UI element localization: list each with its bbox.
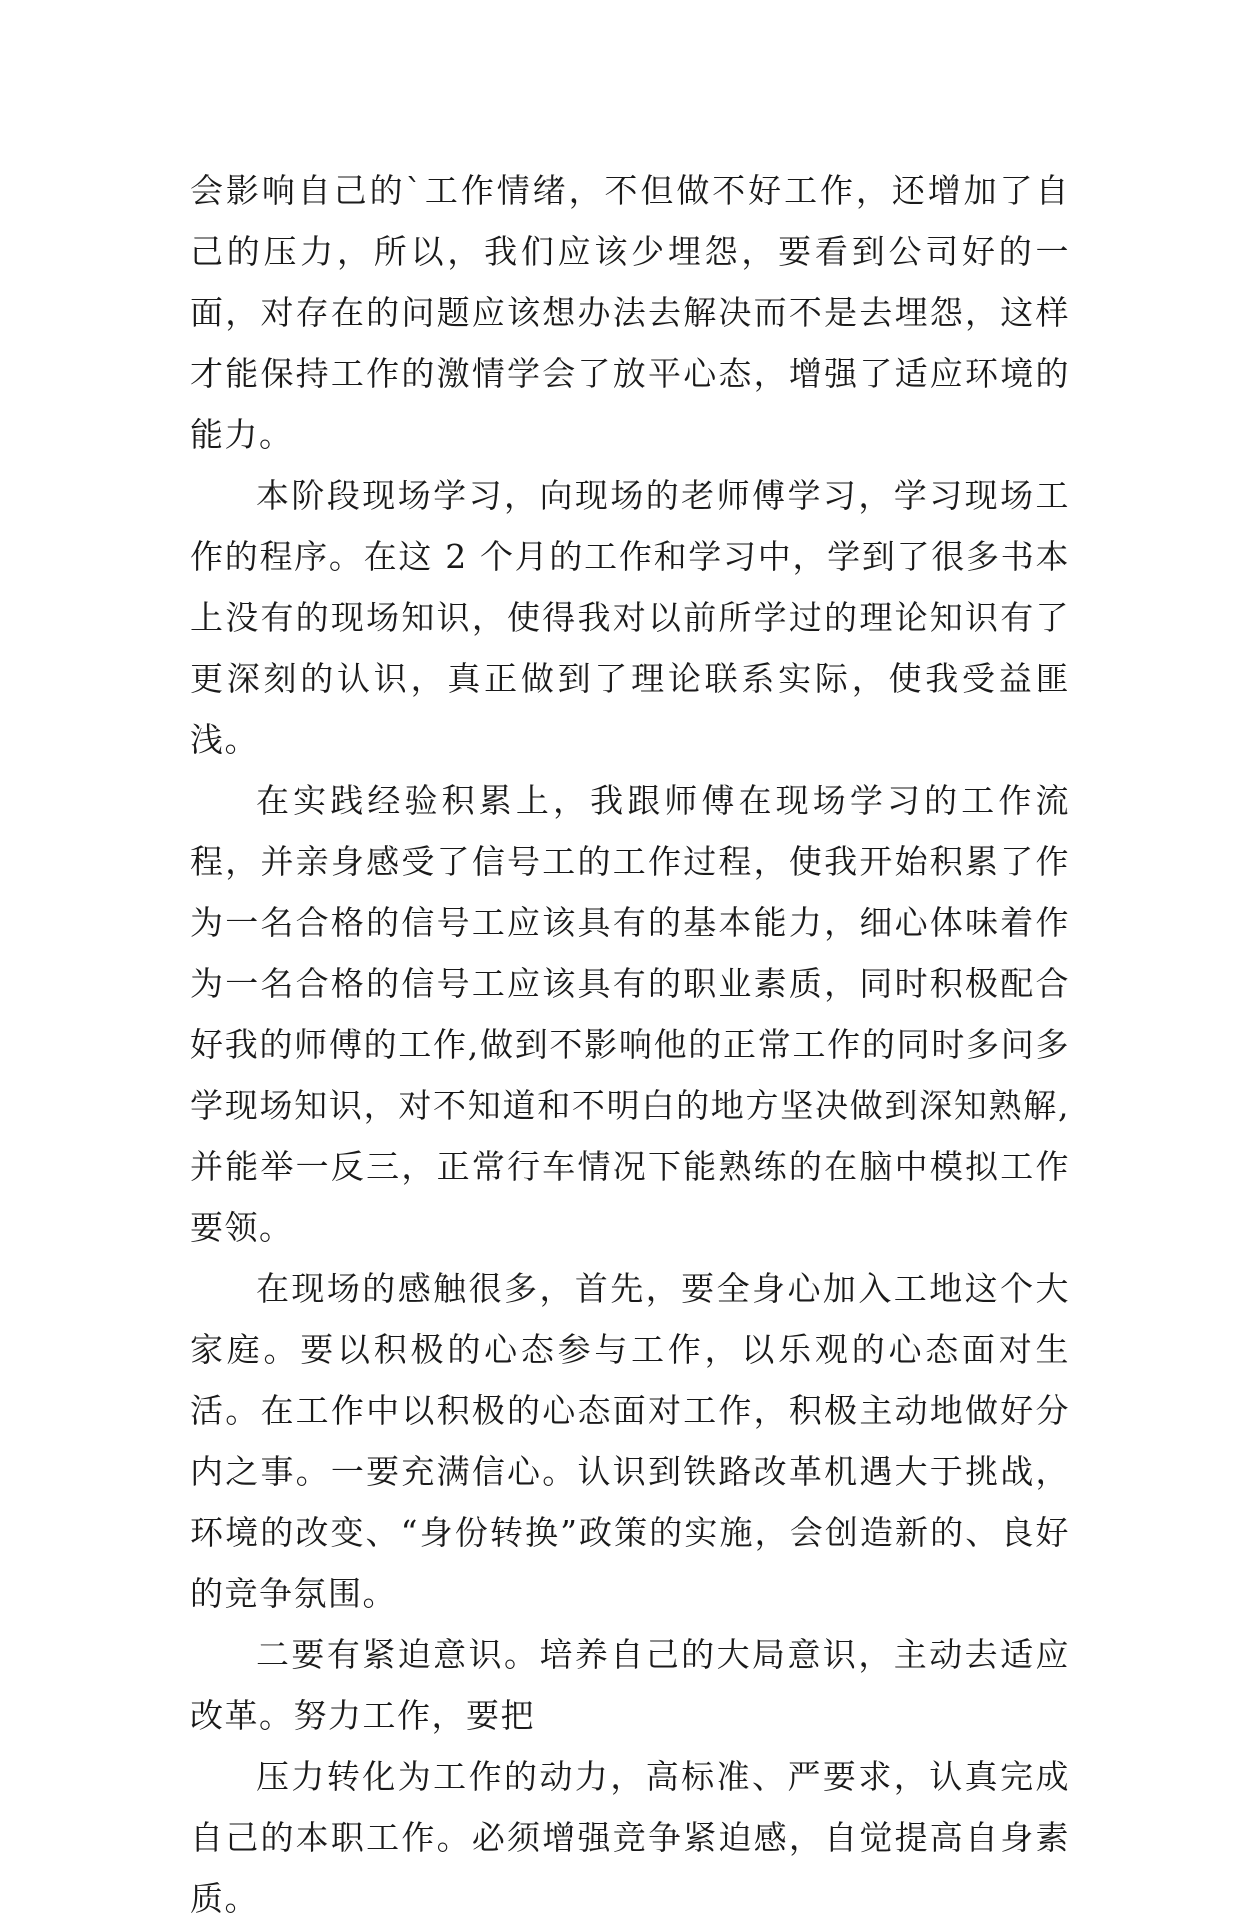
paragraph-5: 二要有紧迫意识。培养自己的大局意识，主动去适应改革。努力工作，要把 (190, 1635, 1070, 1735)
paragraph-1: 会影响自己的`工作情绪，不但做不好工作，还增加了自己的压力，所以，我们应该少埋怨，要看到公司好的一面，对存在的问题应该想办法去解决而不是去埋怨，这样才能保持工作的激情学会了放平心态，增强了适应环境的能力。 (190, 171, 1070, 454)
paragraph-6: 压力转化为工作的动力，高标准、严要求，认真完成自己的本职工作。必须增强竞争紧迫感，自觉提高自身素质。 (190, 1757, 1070, 1918)
document-body (190, 160, 1070, 1929)
paragraph-3: 在实践经验积累上，我跟师傅在现场学习的工作流程，并亲身感受了信号工的工作过程，使我开始积累了作为一名合格的信号工应该具有的基本能力，细心体味着作为一名合格的信号工应该具有的职业素质，同时积极配合好我的师傅的工作,做到不影响他的正常工作的同时多问多学现场知识，对不知道和不明白的地方坚决做到深知熟解,并能举一反三，正常行车情况下能熟练的在脑中模拟工作要领。 (190, 781, 1070, 1247)
paragraph-4: 在现场的感触很多，首先，要全身心加入工地这个大家庭。要以积极的心态参与工作，以乐观的心态面对生活。在工作中以积极的心态面对工作，积极主动地做好分内之事。一要充满信心。认识到铁路改革机遇大于挑战，环境的改变、“身份转换”政策的实施，会创造新的、良好的竞争氛围。 (190, 1269, 1070, 1613)
paragraph-2: 本阶段现场学习，向现场的老师傅学习，学习现场工作的程序。在这 2 个月的工作和学习中，学到了很多书本上没有的现场知识，使得我对以前所学过的理论知识有了更深刻的认识，真正做到了理论联系实际，使我受益匪浅。 (190, 476, 1070, 759)
